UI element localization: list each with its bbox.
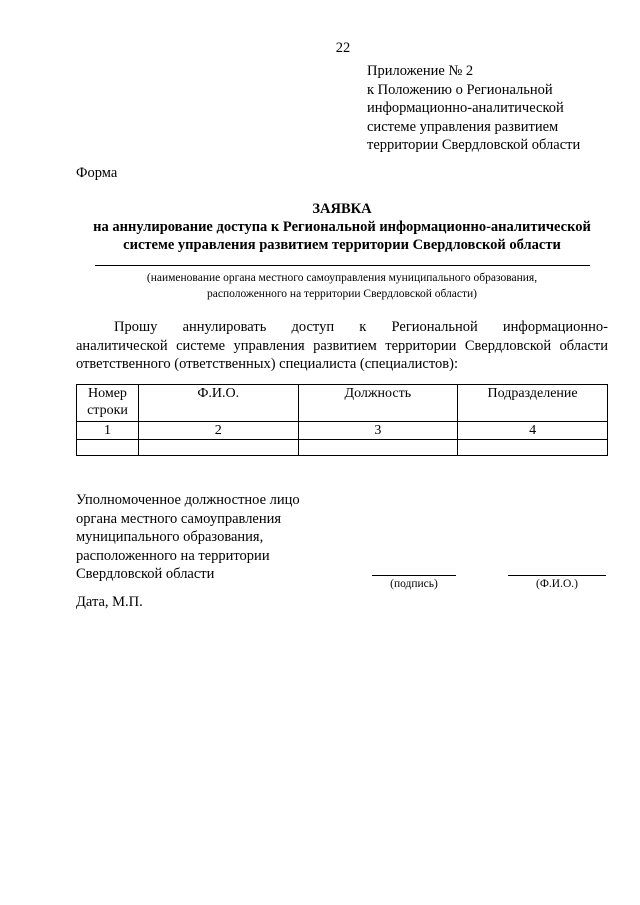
request-line: Прошу аннулировать доступ к Региональной информационно- [114,319,608,335]
table-cell: 2 [138,422,298,440]
appendix-line: к Положению о Региональной [367,81,553,98]
request-paragraph [76,318,608,374]
appendix-note [367,62,627,155]
table-cell[interactable] [138,440,298,456]
table-cell: 3 [298,422,458,440]
signer-line: Уполномоченное должностное лицо [76,492,300,508]
signer-line: органа местного самоуправления [76,510,282,527]
request-line: аналитической системе управления развитием территории Свердловской области ответственного (ответственных) специалиста (специалистов): [76,337,608,372]
table-number-row [77,422,608,440]
table-cell: 4 [458,422,608,440]
appendix-line: Приложение № 2 [367,63,474,79]
authorized-official [76,491,300,584]
table-header-cell: Подразделение [458,385,608,422]
table-header-row [77,385,608,422]
title-line: на аннулирование доступа к Региональной информационно-аналитической [93,219,591,235]
signature-line[interactable] [372,575,456,576]
organization-name-line [95,265,590,266]
table-cell[interactable] [77,440,139,456]
table-cell[interactable] [298,440,458,456]
title-heading: ЗАЯВКА [312,201,372,217]
hint-line: расположенного на территории Свердловской области) [207,288,477,300]
page-number: 22 [335,40,351,56]
signature-caption: (подпись) [390,578,438,590]
signer-line: муниципального образования, [76,529,264,545]
table-header-cell: Ф.И.О. [138,385,298,422]
appendix-line: территории Свердловской области [367,137,581,153]
full-name-caption: (Ф.И.О.) [536,578,578,590]
hint-line: (наименование органа местного самоуправления муниципального образования, [146,272,538,284]
form-label: Форма [76,165,118,181]
appendix-line: системе управления развитием [367,118,559,135]
table-row [77,440,608,456]
table-cell: 1 [77,422,139,440]
document-title [76,200,608,254]
table-cell[interactable] [458,440,608,456]
date-stamp-label: Дата, М.П. [76,594,143,610]
signer-line: Свердловской области [76,566,215,582]
full-name-line[interactable] [508,575,606,576]
table-header-cell: Номер строки [77,385,139,422]
appendix-line: информационно-аналитической [367,100,564,116]
table-header-cell: Должность [298,385,458,422]
specialists-table [76,384,608,456]
signer-line: расположенного на территории [76,547,270,564]
organization-name-hint [76,270,608,302]
title-line: системе управления развитием территории Свердловской области [123,237,561,253]
